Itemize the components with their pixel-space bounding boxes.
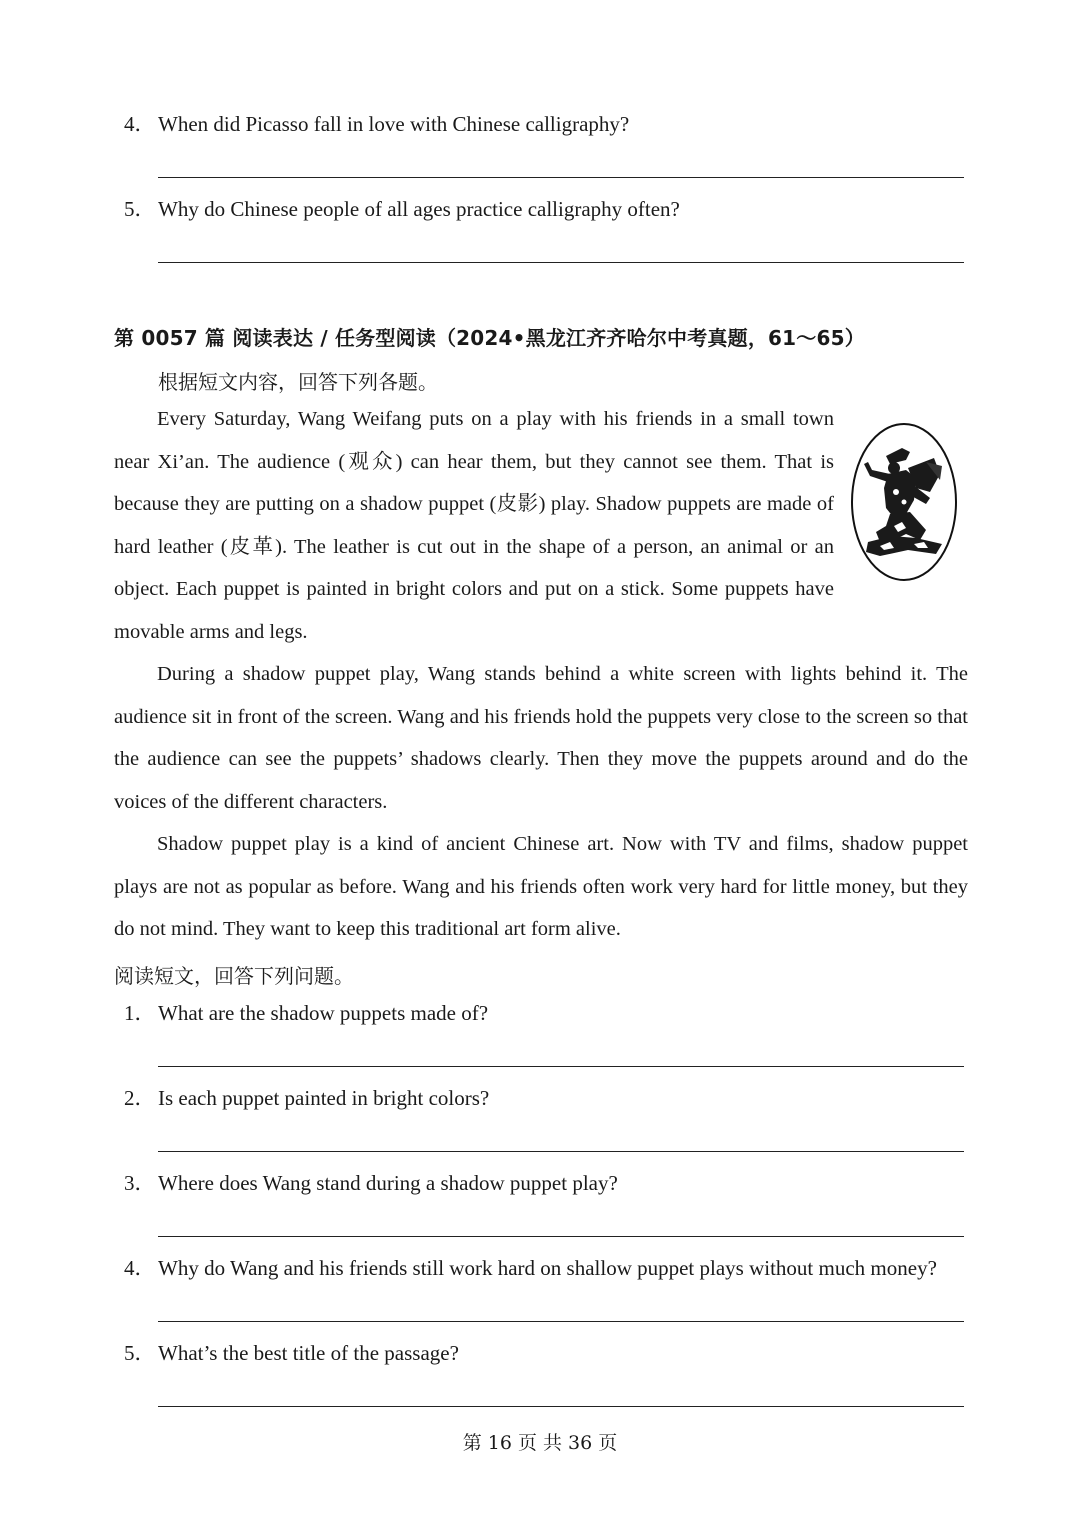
question-text: Why do Wang and his friends still work hard on shallow puppet plays without much money? — [158, 1256, 937, 1280]
answer-line[interactable] — [158, 1321, 964, 1322]
question-text: Is each puppet painted in bright colors? — [158, 1086, 490, 1110]
passage-paragraph-3: Shadow puppet play is a kind of ancient Chinese art. Now with TV and films, shadow puppet plays are not as popular as before. Wang and his friends often work very hard for little money, but they do not mind. They want to keep this traditional art form alive. — [114, 833, 968, 940]
section-heading: 第 0057 篇 阅读表达 / 任务型阅读（2024•黑龙江齐齐哈尔中考真题，61～65） — [114, 326, 865, 350]
question-5 — [124, 1343, 459, 1364]
question-number: 2． — [124, 1086, 156, 1110]
question-number: 5． — [124, 1341, 156, 1365]
question-instruction: 阅读短文，回答下列问题。 — [114, 964, 354, 988]
answer-line[interactable] — [158, 262, 964, 263]
prev-question-4 — [124, 114, 629, 135]
answer-line[interactable] — [158, 1406, 964, 1407]
passage-paragraph-1: Every Saturday, Wang Weifang puts on a play with his friends in a small town near Xi’an. The audience (观众) can hear them, but they cannot see them. That is because they are putting on a shadow puppet (皮影) play. Shadow puppets are made of hard leather (皮革). The leather is cut out in the shape of a person, an animal or an object. Each puppet is painted in bright colors and put on a stick. Some puppets have movable arms and legs. — [114, 408, 834, 643]
question-number: 4． — [124, 1256, 156, 1280]
question-number: 3． — [124, 1171, 156, 1195]
answer-line[interactable] — [158, 1151, 964, 1152]
question-text: When did Picasso fall in love with Chinese calligraphy? — [158, 112, 630, 136]
question-text: What are the shadow puppets made of? — [158, 1001, 489, 1025]
question-number: 4． — [124, 112, 156, 136]
question-text: Why do Chinese people of all ages practice calligraphy often? — [158, 197, 680, 221]
question-2 — [124, 1088, 489, 1109]
prev-question-5 — [124, 199, 680, 220]
passage-paragraph-2: During a shadow puppet play, Wang stands behind a white screen with lights behind it. The audience sit in front of the screen. Wang and his friends hold the puppets very close to the screen so that the audience can see the puppets’ shadows clearly. Then they move the puppets around and do the voices of the different characters. — [114, 663, 968, 813]
question-4 — [124, 1258, 937, 1279]
answer-line[interactable] — [158, 177, 964, 178]
question-text: What’s the best title of the passage? — [158, 1341, 459, 1365]
answer-line[interactable] — [158, 1236, 964, 1237]
answer-line[interactable] — [158, 1066, 964, 1067]
question-3 — [124, 1173, 618, 1194]
page-number: 第 16 页 共 36 页 — [462, 1432, 618, 1454]
question-text: Where does Wang stand during a shadow puppet play? — [158, 1171, 618, 1195]
section-instruction: 根据短文内容，回答下列各题。 — [158, 370, 438, 394]
question-number: 5． — [124, 197, 156, 221]
question-number: 1． — [124, 1001, 156, 1025]
question-1 — [124, 1003, 488, 1024]
shadow-puppet-illustration — [850, 422, 958, 582]
